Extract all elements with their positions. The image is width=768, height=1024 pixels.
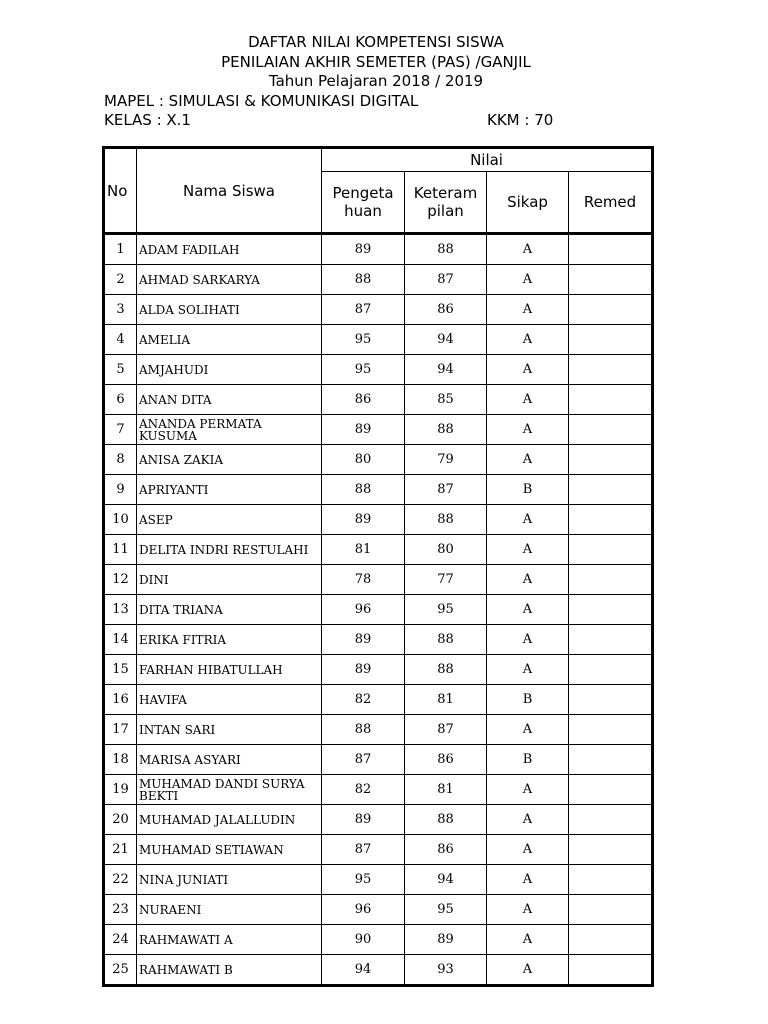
table-row bbox=[104, 595, 653, 625]
grades-table bbox=[102, 146, 654, 987]
cell-remed bbox=[569, 415, 653, 445]
cell-sikap: A bbox=[487, 715, 569, 745]
table-row bbox=[104, 325, 653, 355]
cell-pengetahuan: 87 bbox=[322, 745, 405, 775]
cell-sikap: A bbox=[487, 325, 569, 355]
table-row bbox=[104, 715, 653, 745]
cell-sikap: A bbox=[487, 265, 569, 295]
cell-sikap: A bbox=[487, 955, 569, 986]
cell-sikap: A bbox=[487, 865, 569, 895]
cell-name: RAHMAWATI B bbox=[137, 955, 322, 986]
header-row-top bbox=[104, 148, 653, 172]
document-title: DAFTAR NILAI KOMPETENSI SISWA bbox=[248, 33, 504, 51]
cell-keterampilan: 88 bbox=[405, 234, 487, 265]
table-row bbox=[104, 475, 653, 505]
cell-keterampilan: 94 bbox=[405, 325, 487, 355]
table-row bbox=[104, 925, 653, 955]
cell-name: ADAM FADILAH bbox=[137, 234, 322, 265]
cell-no: 16 bbox=[104, 685, 137, 715]
cell-keterampilan: 86 bbox=[405, 745, 487, 775]
cell-keterampilan: 95 bbox=[405, 895, 487, 925]
table-row bbox=[104, 865, 653, 895]
cell-name: ASEP bbox=[137, 505, 322, 535]
table-row bbox=[104, 445, 653, 475]
table-row bbox=[104, 895, 653, 925]
cell-no: 6 bbox=[104, 385, 137, 415]
cell-remed bbox=[569, 325, 653, 355]
cell-sikap: B bbox=[487, 745, 569, 775]
cell-keterampilan: 77 bbox=[405, 565, 487, 595]
cell-pengetahuan: 89 bbox=[322, 505, 405, 535]
table-row bbox=[104, 565, 653, 595]
cell-no: 7 bbox=[104, 415, 137, 445]
cell-keterampilan: 95 bbox=[405, 595, 487, 625]
document-subtitle: PENILAIAN AKHIR SEMETER (PAS) /GANJIL bbox=[221, 53, 531, 71]
cell-name: DITA TRIANA bbox=[137, 595, 322, 625]
cell-name: ERIKA FITRIA bbox=[137, 625, 322, 655]
table-row bbox=[104, 535, 653, 565]
table-row bbox=[104, 625, 653, 655]
cell-no: 8 bbox=[104, 445, 137, 475]
cell-pengetahuan: 89 bbox=[322, 415, 405, 445]
cell-name: NURAENI bbox=[137, 895, 322, 925]
cell-no: 19 bbox=[104, 775, 137, 805]
cell-name: NINA JUNIATI bbox=[137, 865, 322, 895]
col-header-sikap: Sikap bbox=[487, 172, 569, 234]
table-row bbox=[104, 805, 653, 835]
cell-sikap: A bbox=[487, 595, 569, 625]
table-row bbox=[104, 655, 653, 685]
cell-keterampilan: 93 bbox=[405, 955, 487, 986]
grades-body bbox=[104, 234, 653, 986]
cell-no: 9 bbox=[104, 475, 137, 505]
cell-remed bbox=[569, 265, 653, 295]
cell-pengetahuan: 82 bbox=[322, 775, 405, 805]
cell-remed bbox=[569, 535, 653, 565]
cell-sikap: A bbox=[487, 655, 569, 685]
cell-pengetahuan: 86 bbox=[322, 385, 405, 415]
cell-remed bbox=[569, 775, 653, 805]
cell-keterampilan: 85 bbox=[405, 385, 487, 415]
cell-name: AMELIA bbox=[137, 325, 322, 355]
cell-keterampilan: 88 bbox=[405, 505, 487, 535]
cell-name: INTAN SARI bbox=[137, 715, 322, 745]
col-header-nilai: Nilai bbox=[322, 148, 653, 172]
cell-remed bbox=[569, 625, 653, 655]
cell-no: 24 bbox=[104, 925, 137, 955]
cell-pengetahuan: 94 bbox=[322, 955, 405, 986]
table-row bbox=[104, 265, 653, 295]
col-header-no: No bbox=[104, 148, 137, 234]
cell-remed bbox=[569, 745, 653, 775]
col-header-pengetahuan: Pengeta huan bbox=[322, 172, 405, 234]
cell-keterampilan: 88 bbox=[405, 415, 487, 445]
cell-no: 20 bbox=[104, 805, 137, 835]
cell-remed bbox=[569, 925, 653, 955]
cell-no: 23 bbox=[104, 895, 137, 925]
table-row bbox=[104, 955, 653, 986]
cell-name: ALDA SOLIHATI bbox=[137, 295, 322, 325]
cell-sikap: A bbox=[487, 625, 569, 655]
cell-pengetahuan: 88 bbox=[322, 265, 405, 295]
cell-pengetahuan: 82 bbox=[322, 685, 405, 715]
cell-keterampilan: 79 bbox=[405, 445, 487, 475]
cell-no: 1 bbox=[104, 234, 137, 265]
cell-pengetahuan: 95 bbox=[322, 355, 405, 385]
cell-keterampilan: 88 bbox=[405, 805, 487, 835]
cell-pengetahuan: 87 bbox=[322, 835, 405, 865]
table-row bbox=[104, 685, 653, 715]
cell-remed bbox=[569, 565, 653, 595]
cell-keterampilan: 81 bbox=[405, 775, 487, 805]
cell-sikap: A bbox=[487, 895, 569, 925]
cell-name: MARISA ASYARI bbox=[137, 745, 322, 775]
cell-remed bbox=[569, 595, 653, 625]
cell-sikap: A bbox=[487, 775, 569, 805]
cell-pengetahuan: 78 bbox=[322, 565, 405, 595]
cell-keterampilan: 80 bbox=[405, 535, 487, 565]
cell-no: 22 bbox=[104, 865, 137, 895]
cell-remed bbox=[569, 385, 653, 415]
cell-keterampilan: 89 bbox=[405, 925, 487, 955]
cell-keterampilan: 88 bbox=[405, 625, 487, 655]
table-row bbox=[104, 505, 653, 535]
cell-remed bbox=[569, 715, 653, 745]
cell-remed bbox=[569, 835, 653, 865]
cell-no: 25 bbox=[104, 955, 137, 986]
cell-sikap: A bbox=[487, 925, 569, 955]
cell-name: HAVIFA bbox=[137, 685, 322, 715]
cell-sikap: A bbox=[487, 805, 569, 835]
cell-pengetahuan: 89 bbox=[322, 234, 405, 265]
cell-sikap: B bbox=[487, 475, 569, 505]
cell-remed bbox=[569, 355, 653, 385]
table-row bbox=[104, 775, 653, 805]
cell-pengetahuan: 87 bbox=[322, 295, 405, 325]
subject-label: MAPEL : SIMULASI & KOMUNIKASI DIGITAL bbox=[104, 92, 419, 110]
table-row bbox=[104, 745, 653, 775]
cell-keterampilan: 87 bbox=[405, 265, 487, 295]
cell-sikap: A bbox=[487, 415, 569, 445]
cell-remed bbox=[569, 655, 653, 685]
cell-pengetahuan: 88 bbox=[322, 715, 405, 745]
col-header-keterampilan: Keteram pilan bbox=[405, 172, 487, 234]
cell-sikap: A bbox=[487, 565, 569, 595]
cell-keterampilan: 88 bbox=[405, 655, 487, 685]
col-header-name: Nama Siswa bbox=[137, 148, 322, 234]
cell-name: MUHAMAD DANDI SURYA BEKTI bbox=[137, 775, 322, 805]
cell-remed bbox=[569, 895, 653, 925]
cell-remed bbox=[569, 234, 653, 265]
cell-sikap: A bbox=[487, 234, 569, 265]
cell-name: ANISA ZAKIA bbox=[137, 445, 322, 475]
cell-remed bbox=[569, 865, 653, 895]
cell-remed bbox=[569, 445, 653, 475]
cell-pengetahuan: 88 bbox=[322, 475, 405, 505]
cell-name: ANAN DITA bbox=[137, 385, 322, 415]
cell-no: 21 bbox=[104, 835, 137, 865]
cell-no: 18 bbox=[104, 745, 137, 775]
cell-name: MUHAMAD JALALLUDIN bbox=[137, 805, 322, 835]
cell-no: 17 bbox=[104, 715, 137, 745]
cell-no: 10 bbox=[104, 505, 137, 535]
cell-keterampilan: 86 bbox=[405, 295, 487, 325]
cell-name: DELITA INDRI RESTULAHI bbox=[137, 535, 322, 565]
kkm-label: KKM : 70 bbox=[487, 111, 554, 129]
cell-pengetahuan: 96 bbox=[322, 595, 405, 625]
cell-keterampilan: 87 bbox=[405, 715, 487, 745]
cell-name: AMJAHUDI bbox=[137, 355, 322, 385]
cell-pengetahuan: 89 bbox=[322, 655, 405, 685]
table-row bbox=[104, 295, 653, 325]
cell-name: RAHMAWATI A bbox=[137, 925, 322, 955]
academic-year: Tahun Pelajaran 2018 / 2019 bbox=[268, 72, 484, 90]
table-row bbox=[104, 835, 653, 865]
table-row bbox=[104, 355, 653, 385]
cell-pengetahuan: 89 bbox=[322, 805, 405, 835]
cell-pengetahuan: 90 bbox=[322, 925, 405, 955]
cell-sikap: A bbox=[487, 385, 569, 415]
cell-name: AHMAD SARKARYA bbox=[137, 265, 322, 295]
cell-remed bbox=[569, 955, 653, 986]
cell-name: MUHAMAD SETIAWAN bbox=[137, 835, 322, 865]
cell-remed bbox=[569, 805, 653, 835]
cell-pengetahuan: 95 bbox=[322, 325, 405, 355]
class-label: KELAS : X.1 bbox=[104, 111, 191, 129]
cell-keterampilan: 87 bbox=[405, 475, 487, 505]
cell-sikap: A bbox=[487, 355, 569, 385]
cell-sikap: A bbox=[487, 295, 569, 325]
cell-sikap: A bbox=[487, 445, 569, 475]
table-row bbox=[104, 385, 653, 415]
cell-pengetahuan: 81 bbox=[322, 535, 405, 565]
cell-keterampilan: 94 bbox=[405, 865, 487, 895]
cell-sikap: A bbox=[487, 835, 569, 865]
cell-no: 3 bbox=[104, 295, 137, 325]
cell-remed bbox=[569, 685, 653, 715]
cell-keterampilan: 94 bbox=[405, 355, 487, 385]
cell-sikap: A bbox=[487, 535, 569, 565]
cell-name: APRIYANTI bbox=[137, 475, 322, 505]
cell-remed bbox=[569, 295, 653, 325]
cell-pengetahuan: 80 bbox=[322, 445, 405, 475]
cell-pengetahuan: 89 bbox=[322, 625, 405, 655]
cell-sikap: B bbox=[487, 685, 569, 715]
col-header-remed: Remed bbox=[569, 172, 653, 234]
cell-no: 12 bbox=[104, 565, 137, 595]
cell-name: ANANDA PERMATA KUSUMA bbox=[137, 415, 322, 445]
cell-keterampilan: 81 bbox=[405, 685, 487, 715]
cell-pengetahuan: 96 bbox=[322, 895, 405, 925]
cell-pengetahuan: 95 bbox=[322, 865, 405, 895]
cell-no: 11 bbox=[104, 535, 137, 565]
cell-keterampilan: 86 bbox=[405, 835, 487, 865]
table-row bbox=[104, 415, 653, 445]
cell-no: 14 bbox=[104, 625, 137, 655]
cell-no: 5 bbox=[104, 355, 137, 385]
cell-remed bbox=[569, 475, 653, 505]
table-row bbox=[104, 234, 653, 265]
cell-name: FARHAN HIBATULLAH bbox=[137, 655, 322, 685]
cell-name: DINI bbox=[137, 565, 322, 595]
cell-no: 13 bbox=[104, 595, 137, 625]
cell-no: 4 bbox=[104, 325, 137, 355]
cell-no: 15 bbox=[104, 655, 137, 685]
cell-remed bbox=[569, 505, 653, 535]
cell-no: 2 bbox=[104, 265, 137, 295]
cell-sikap: A bbox=[487, 505, 569, 535]
